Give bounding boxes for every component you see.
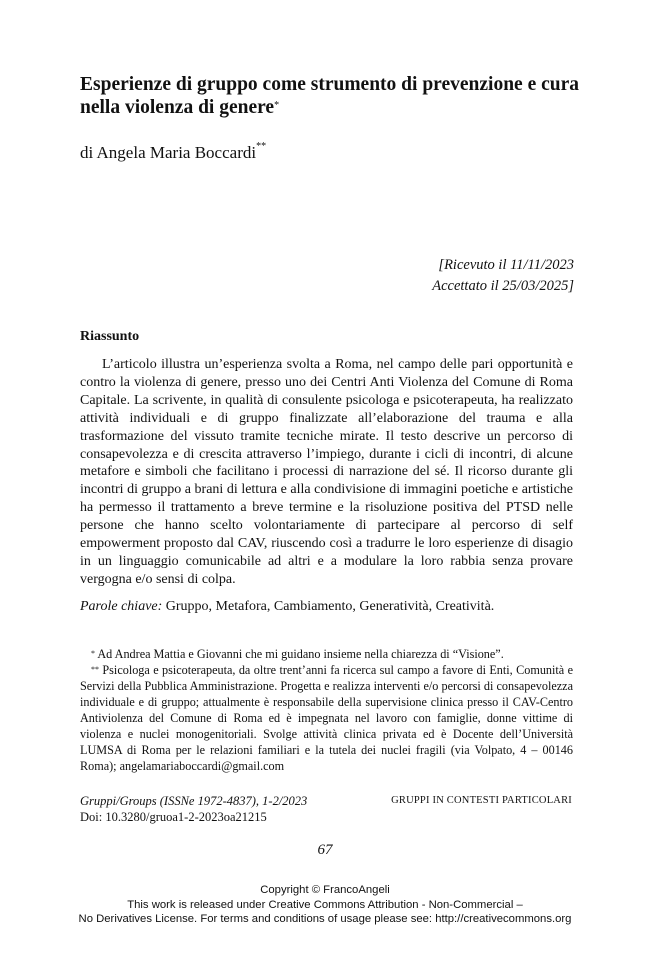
page-number: 67 — [317, 842, 333, 858]
footnote-dedication — [80, 646, 573, 662]
journal-section: GRUPPI IN CONTESTI PARTICOLARI — [391, 795, 572, 806]
footnote-text: Psicologa e psicoterapeuta, da oltre trent’anni fa ricerca sul campo a favore di Enti, Comunità e Servizi della Pubblica Amministrazione. Progetta e realizza interventi e/o percorsi di consapevolezza individuale e di gruppo; attualmente è responsabile della supervisione clinica presso il CAV-Centro Antiviolenza del Comune di Roma ed è impegnata nel lavoro con famiglie, donne vittime di violenza e nuclei monogenitoriali. Svolge attività clinica privata ed è Docente dell’Università LUMSA di Roma per le relazioni familiari e la tutela dei nuclei fragili (via Volpato, 4 – 00146 Roma); angelamariaboccardi@gmail.com — [80, 663, 573, 773]
footnote-author-bio — [80, 662, 573, 774]
author-footnote-mark: ** — [256, 141, 267, 152]
license-terms-line: No Derivatives License. For terms and conditions of usage please see: http://creativecommons.org — [78, 913, 572, 926]
abstract-heading: Riassunto — [80, 329, 140, 344]
submission-dates — [432, 255, 574, 297]
keywords-label: Parole chiave: — [80, 599, 163, 614]
keywords-list: Gruppo, Metafora, Cambiamento, Generatività, Creatività. — [165, 599, 495, 614]
footnote-text: Ad Andrea Mattia e Giovanni che mi guidano insieme nella chiarezza di “Visione”. — [97, 647, 504, 661]
article-title — [80, 73, 600, 119]
author-line — [80, 143, 266, 163]
keywords — [80, 599, 494, 615]
author-name: di Angela Maria Boccardi — [80, 143, 257, 162]
article-title-text: Esperienze di gruppo come strumento di prevenzione e cura nella violenza di genere — [80, 74, 580, 118]
accepted-date: Accettato il 25/03/2025] — [432, 278, 574, 294]
doi: Doi: 10.3280/gruoa1-2-2023oa21215 — [80, 810, 267, 824]
received-date: [Ricevuto il 11/11/2023 — [438, 257, 574, 273]
journal-info — [80, 793, 307, 825]
abstract-body: L’articolo illustra un’esperienza svolta a Roma, nel campo delle pari opportunità e contro la violenza di genere, presso uno dei Centri Anti Violenza del Comune di Roma Capitale. La scrivente, in qualità di consulente psicologa e psicoterapeuta, ha realizzato attività individuali e di gruppo finalizzate all’elaborazione del trauma e alla trasformazione del vissuto tramite tecniche mirate. Il testo descrive un percorso di consapevolezza e di crescita attraverso l’impiego, durante i cicli di incontri, di alcune metafore e simboli che facilitano i processi di narrazione del sé. Il ricorso durante gli incontri di gruppo a brani di lettura e alla condivisione di immagini poetiche e artistiche ha permesso il trattamento a breve termine e la risoluzione positiva del PTSD nelle persone che hanno scelto volontariamente di partecipare al percorso di self empowerment proposto dal CAV, riuscendo così a tradurre le loro esperienze di disagio in un linguaggio comunicabile ad altri e a modulare la loro rabbia senza provare vergogna e/o sensi di colpa. — [80, 357, 573, 587]
title-footnote-mark: * — [274, 100, 280, 111]
license-line: This work is released under Creative Commons Attribution - Non-Commercial – — [127, 898, 523, 911]
footnote-mark: ** — [91, 665, 99, 674]
license-notice — [0, 883, 650, 927]
copyright-line: Copyright © FrancoAngeli — [260, 884, 390, 896]
footnote-mark: * — [91, 649, 95, 658]
footnotes — [80, 646, 573, 774]
journal-citation: Gruppi/Groups (ISSNe 1972-4837), 1-2/2023 — [80, 794, 308, 808]
